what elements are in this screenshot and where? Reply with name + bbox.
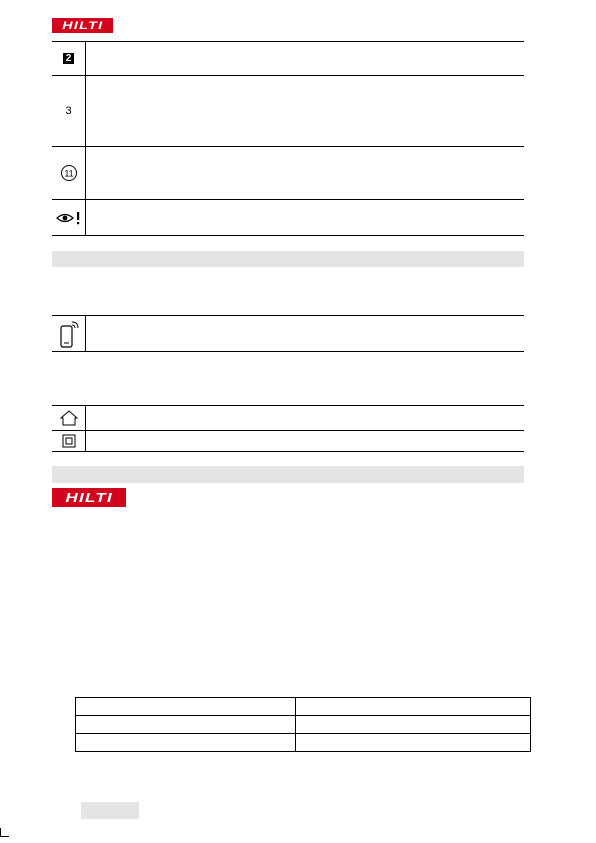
table-row <box>76 716 531 734</box>
table3-row-1-symbol <box>52 406 85 429</box>
table3-rule-1 <box>52 430 524 431</box>
table1-rule-2 <box>52 146 524 147</box>
logo-text-section: HILTI <box>65 490 113 505</box>
table-row <box>76 698 531 716</box>
table1-rule-3 <box>52 199 524 200</box>
table-row <box>76 734 531 752</box>
table3-divider <box>85 405 86 452</box>
table2-row-1-symbol <box>52 316 85 351</box>
table-cell <box>76 734 296 752</box>
table1-top-rule <box>52 41 524 42</box>
page-number-box <box>81 802 139 819</box>
table-cell <box>76 716 296 734</box>
circled-11-icon <box>60 164 78 182</box>
table1-rule-1 <box>52 75 524 76</box>
table1-row-1-symbol <box>52 42 85 75</box>
table1-row-4-symbol <box>52 200 85 235</box>
svg-text:11: 11 <box>63 168 74 179</box>
logo-text: HILTI <box>61 19 104 32</box>
table-cell <box>296 716 531 734</box>
table1-row-2-symbol <box>52 76 85 146</box>
number-2-inverse-icon <box>63 53 74 64</box>
table3-row-2-symbol <box>52 431 85 451</box>
table2-bottom-rule <box>52 351 524 352</box>
smartphone-signal-icon <box>58 319 80 349</box>
table2-divider <box>85 315 86 351</box>
page-corner-mark <box>0 828 9 837</box>
table3-bottom-rule <box>52 451 524 452</box>
table-cell <box>296 734 531 752</box>
number-3-icon: 3 <box>65 105 72 117</box>
table1-row-3-symbol <box>52 147 85 199</box>
table-cell <box>76 698 296 716</box>
table1-bottom-rule <box>52 235 524 236</box>
indoor-house-icon <box>60 410 78 426</box>
hilti-logo-section <box>52 488 126 507</box>
protection-class-2-icon <box>62 434 76 448</box>
hilti-logo-top <box>52 18 113 33</box>
table1-divider <box>85 41 86 235</box>
eye-warning-icon <box>56 211 82 225</box>
table-cell <box>296 698 531 716</box>
table2-top-rule <box>52 315 524 316</box>
section-heading-band-1 <box>52 251 524 267</box>
section-heading-band-2 <box>52 466 524 483</box>
spec-table <box>75 697 531 752</box>
table3-top-rule <box>52 405 524 406</box>
number-2-glyph: 2 <box>65 53 72 64</box>
